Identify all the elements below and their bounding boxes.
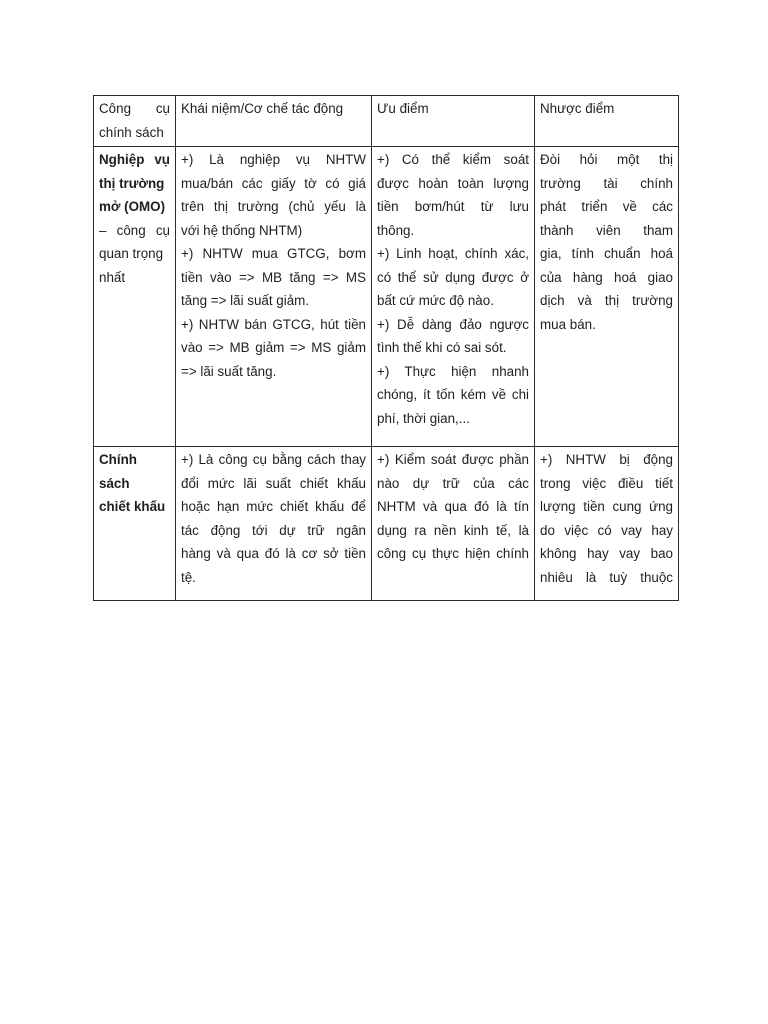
tool-note-line: quan trọng (99, 246, 164, 261)
tool-note-line: nhất (99, 269, 126, 285)
advantage-line: bất cứ mức độ nào. (377, 293, 494, 308)
advantage-line: +) Linh hoạt, chính xác, (377, 246, 529, 261)
advantage-line: thông. (377, 222, 415, 238)
concept-line: hàng và qua đó là cơ sở tiền (181, 546, 366, 561)
disadvantage-line: của hàng hoá giao (540, 269, 673, 285)
disadvantage-line: thành viên tham (540, 222, 673, 238)
concept-line: tệ. (181, 569, 196, 585)
header-tool-line: chính sách (99, 124, 164, 140)
advantage-line: NHTM và qua đó là tín (377, 499, 529, 514)
advantage-line: tình thế khi có sai sót. (377, 340, 507, 355)
header-concept (176, 96, 372, 147)
concept-line: đổi mức lãi suất chiết khấu (181, 475, 366, 491)
disadvantage-line: trong việc điều tiết (540, 475, 673, 491)
concept-line: với hệ thống NHTM) (181, 222, 303, 238)
cell-concept-omo (176, 147, 372, 447)
disadvantage-line: gia, tính chuẩn hoá (540, 246, 673, 261)
concept-line: +) NHTW mua GTCG, bơm (181, 246, 366, 261)
advantage-line: chóng, ít tốn kém về chi (377, 387, 529, 402)
tool-name-line: thị trường (99, 175, 165, 191)
advantage-line: +) Có thể kiểm soát (377, 152, 529, 167)
disadvantage-line: trường tài chính (540, 175, 673, 191)
tool-note-line: – công cụ (99, 222, 170, 238)
header-disadvantages (535, 96, 679, 147)
table-row-omo (94, 147, 679, 447)
concept-line: => lãi suất tăng. (181, 363, 277, 379)
concept-line: +) NHTW bán GTCG, hút tiền (181, 316, 366, 332)
advantage-line: công cụ thực hiện chính (377, 546, 529, 561)
concept-line: mua/bán các giấy tờ có giá (181, 175, 366, 191)
disadvantage-line: lượng tiền cung ứng (540, 499, 673, 514)
disadvantage-line: phát triển về các (540, 199, 673, 214)
cell-advantages-omo (372, 147, 535, 447)
header-tool (94, 96, 176, 147)
concept-line: trên thị trường (chủ yếu là (181, 199, 366, 214)
tool-name-line: Chính sách (99, 452, 137, 491)
advantage-line: +) Dễ dàng đảo ngược (377, 316, 529, 332)
header-concept-text: Khái niệm/Cơ chế tác động (181, 101, 344, 116)
table-header-row (94, 96, 679, 147)
concept-line: tăng => lãi suất giảm. (181, 293, 310, 308)
disadvantage-line: nhiêu là tuỳ thuộc (540, 569, 673, 585)
concept-line: hoặc hạn mức chiết khấu để (181, 499, 366, 514)
advantage-line: tiền bơm/hút từ lưu (377, 199, 529, 214)
tool-name-line: chiết khấu (99, 499, 166, 514)
disadvantage-line: Đòi hỏi một thị (540, 152, 673, 167)
advantage-line: dụng ra nền kinh tế, là (377, 522, 529, 538)
concept-line: tiền vào => MB tăng => MS (181, 269, 366, 285)
advantage-line: được hoàn toàn lượng (377, 175, 529, 191)
tool-name-line: mở (OMO) (99, 199, 166, 214)
concept-line: tác động tới dự trữ ngân (181, 522, 366, 538)
cell-concept-discount (176, 447, 372, 601)
cell-tool-discount (94, 447, 176, 601)
disadvantage-line: +) NHTW bị động (540, 452, 673, 467)
advantage-line: có thể sử dụng được ở (377, 269, 529, 285)
cell-disadvantages-discount (535, 447, 679, 601)
advantage-line: +) Kiểm soát được phần (377, 452, 529, 467)
cell-advantages-discount (372, 447, 535, 601)
disadvantage-line: không hay vay bao (540, 546, 673, 561)
header-tool-line: Công cụ (99, 101, 170, 116)
disadvantage-line: dịch và thị trường (540, 293, 673, 308)
header-advantages-text: Ưu điểm (377, 101, 429, 116)
disadvantage-line: do việc có vay hay (540, 522, 673, 538)
advantage-line: phí, thời gian,... (377, 410, 470, 426)
tool-name-line: Nghiệp vụ (99, 152, 170, 167)
cell-disadvantages-omo (535, 147, 679, 447)
advantage-line: nào dự trữ của các (377, 475, 529, 491)
disadvantage-line: mua bán. (540, 316, 596, 332)
policy-tools-table (93, 95, 679, 601)
header-disadvantages-text: Nhược điểm (540, 101, 615, 116)
concept-line: vào => MB giảm => MS giảm (181, 340, 366, 355)
cell-tool-omo (94, 147, 176, 447)
table-row-discount (94, 447, 679, 601)
header-advantages (372, 96, 535, 147)
advantage-line: +) Thực hiện nhanh (377, 363, 529, 379)
concept-line: +) Là công cụ bằng cách thay (181, 452, 366, 467)
concept-line: +) Là nghiệp vụ NHTW (181, 152, 366, 167)
